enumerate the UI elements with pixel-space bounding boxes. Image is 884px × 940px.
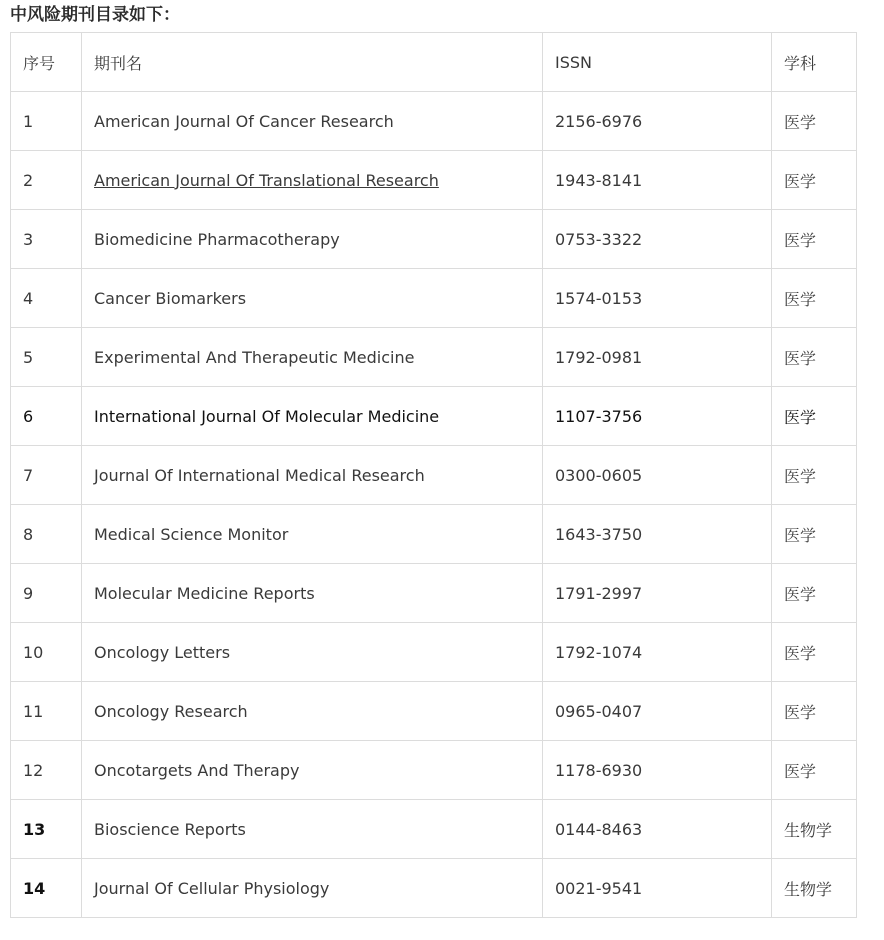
journal-name-link[interactable] xyxy=(82,151,543,210)
row-no: 5 xyxy=(11,328,82,387)
table-row xyxy=(11,151,857,210)
journal-name: Biomedicine Pharmacotherapy xyxy=(82,210,543,269)
journal-name: Bioscience Reports xyxy=(82,800,543,859)
table-row xyxy=(11,210,857,269)
journal-issn: 1574-0153 xyxy=(543,269,772,328)
journal-subject: 生物学 xyxy=(772,859,857,918)
journal-name: Oncology Letters xyxy=(82,623,543,682)
table-row xyxy=(11,859,857,918)
row-no: 10 xyxy=(11,623,82,682)
journal-name: Oncotargets And Therapy xyxy=(82,741,543,800)
journal-link[interactable]: American Journal Of Translational Research xyxy=(94,170,439,190)
journal-subject: 生物学 xyxy=(772,800,857,859)
journal-issn: 1178-6930 xyxy=(543,741,772,800)
journal-subject: 医学 xyxy=(772,387,857,446)
journal-issn: 0965-0407 xyxy=(543,682,772,741)
table-row xyxy=(11,387,857,446)
row-no: 1 xyxy=(11,92,82,151)
row-no: 11 xyxy=(11,682,82,741)
journal-name: Molecular Medicine Reports xyxy=(82,564,543,623)
journal-subject: 医学 xyxy=(772,741,857,800)
journal-issn: 1943-8141 xyxy=(543,151,772,210)
page-heading: 中风险期刊目录如下： xyxy=(10,5,180,25)
journal-subject: 医学 xyxy=(772,151,857,210)
journal-subject: 医学 xyxy=(772,92,857,151)
table-row xyxy=(11,92,857,151)
journal-name: Oncology Research xyxy=(82,682,543,741)
row-no: 8 xyxy=(11,505,82,564)
journal-subject: 医学 xyxy=(772,269,857,328)
row-no: 7 xyxy=(11,446,82,505)
journal-subject: 医学 xyxy=(772,564,857,623)
journal-issn: 0300-0605 xyxy=(543,446,772,505)
journal-issn: 1792-0981 xyxy=(543,328,772,387)
row-no: 2 xyxy=(11,151,82,210)
row-no: 13 xyxy=(11,800,82,859)
journal-issn: 2156-6976 xyxy=(543,92,772,151)
table-row xyxy=(11,741,857,800)
journal-name: Journal Of Cellular Physiology xyxy=(82,859,543,918)
journal-name: American Journal Of Cancer Research xyxy=(82,92,543,151)
journal-name: International Journal Of Molecular Medicine xyxy=(82,387,543,446)
journal-issn: 0021-9541 xyxy=(543,859,772,918)
table-row xyxy=(11,505,857,564)
table-row xyxy=(11,623,857,682)
journal-name: Cancer Biomarkers xyxy=(82,269,543,328)
row-no: 14 xyxy=(11,859,82,918)
journal-name: Experimental And Therapeutic Medicine xyxy=(82,328,543,387)
row-no: 9 xyxy=(11,564,82,623)
journal-issn: 1107-3756 xyxy=(543,387,772,446)
row-no: 12 xyxy=(11,741,82,800)
header-journal-name: 期刊名 xyxy=(82,33,543,92)
journal-issn: 0144-8463 xyxy=(543,800,772,859)
table-row xyxy=(11,269,857,328)
table-row xyxy=(11,564,857,623)
journal-subject: 医学 xyxy=(772,446,857,505)
table-row xyxy=(11,800,857,859)
row-no: 3 xyxy=(11,210,82,269)
journal-issn: 0753-3322 xyxy=(543,210,772,269)
journal-subject: 医学 xyxy=(772,682,857,741)
journal-table xyxy=(10,32,857,918)
table-header-row xyxy=(11,33,857,92)
journal-subject: 医学 xyxy=(772,623,857,682)
journal-subject: 医学 xyxy=(772,210,857,269)
row-no: 6 xyxy=(11,387,82,446)
journal-issn: 1791-2997 xyxy=(543,564,772,623)
journal-name: Medical Science Monitor xyxy=(82,505,543,564)
header-issn: ISSN xyxy=(543,33,772,92)
table-row xyxy=(11,446,857,505)
journal-issn: 1792-1074 xyxy=(543,623,772,682)
header-subject: 学科 xyxy=(772,33,857,92)
row-no: 4 xyxy=(11,269,82,328)
journal-subject: 医学 xyxy=(772,328,857,387)
journal-name: Journal Of International Medical Research xyxy=(82,446,543,505)
table-row xyxy=(11,328,857,387)
table-row xyxy=(11,682,857,741)
journal-issn: 1643-3750 xyxy=(543,505,772,564)
journal-subject: 医学 xyxy=(772,505,857,564)
header-no: 序号 xyxy=(11,33,82,92)
